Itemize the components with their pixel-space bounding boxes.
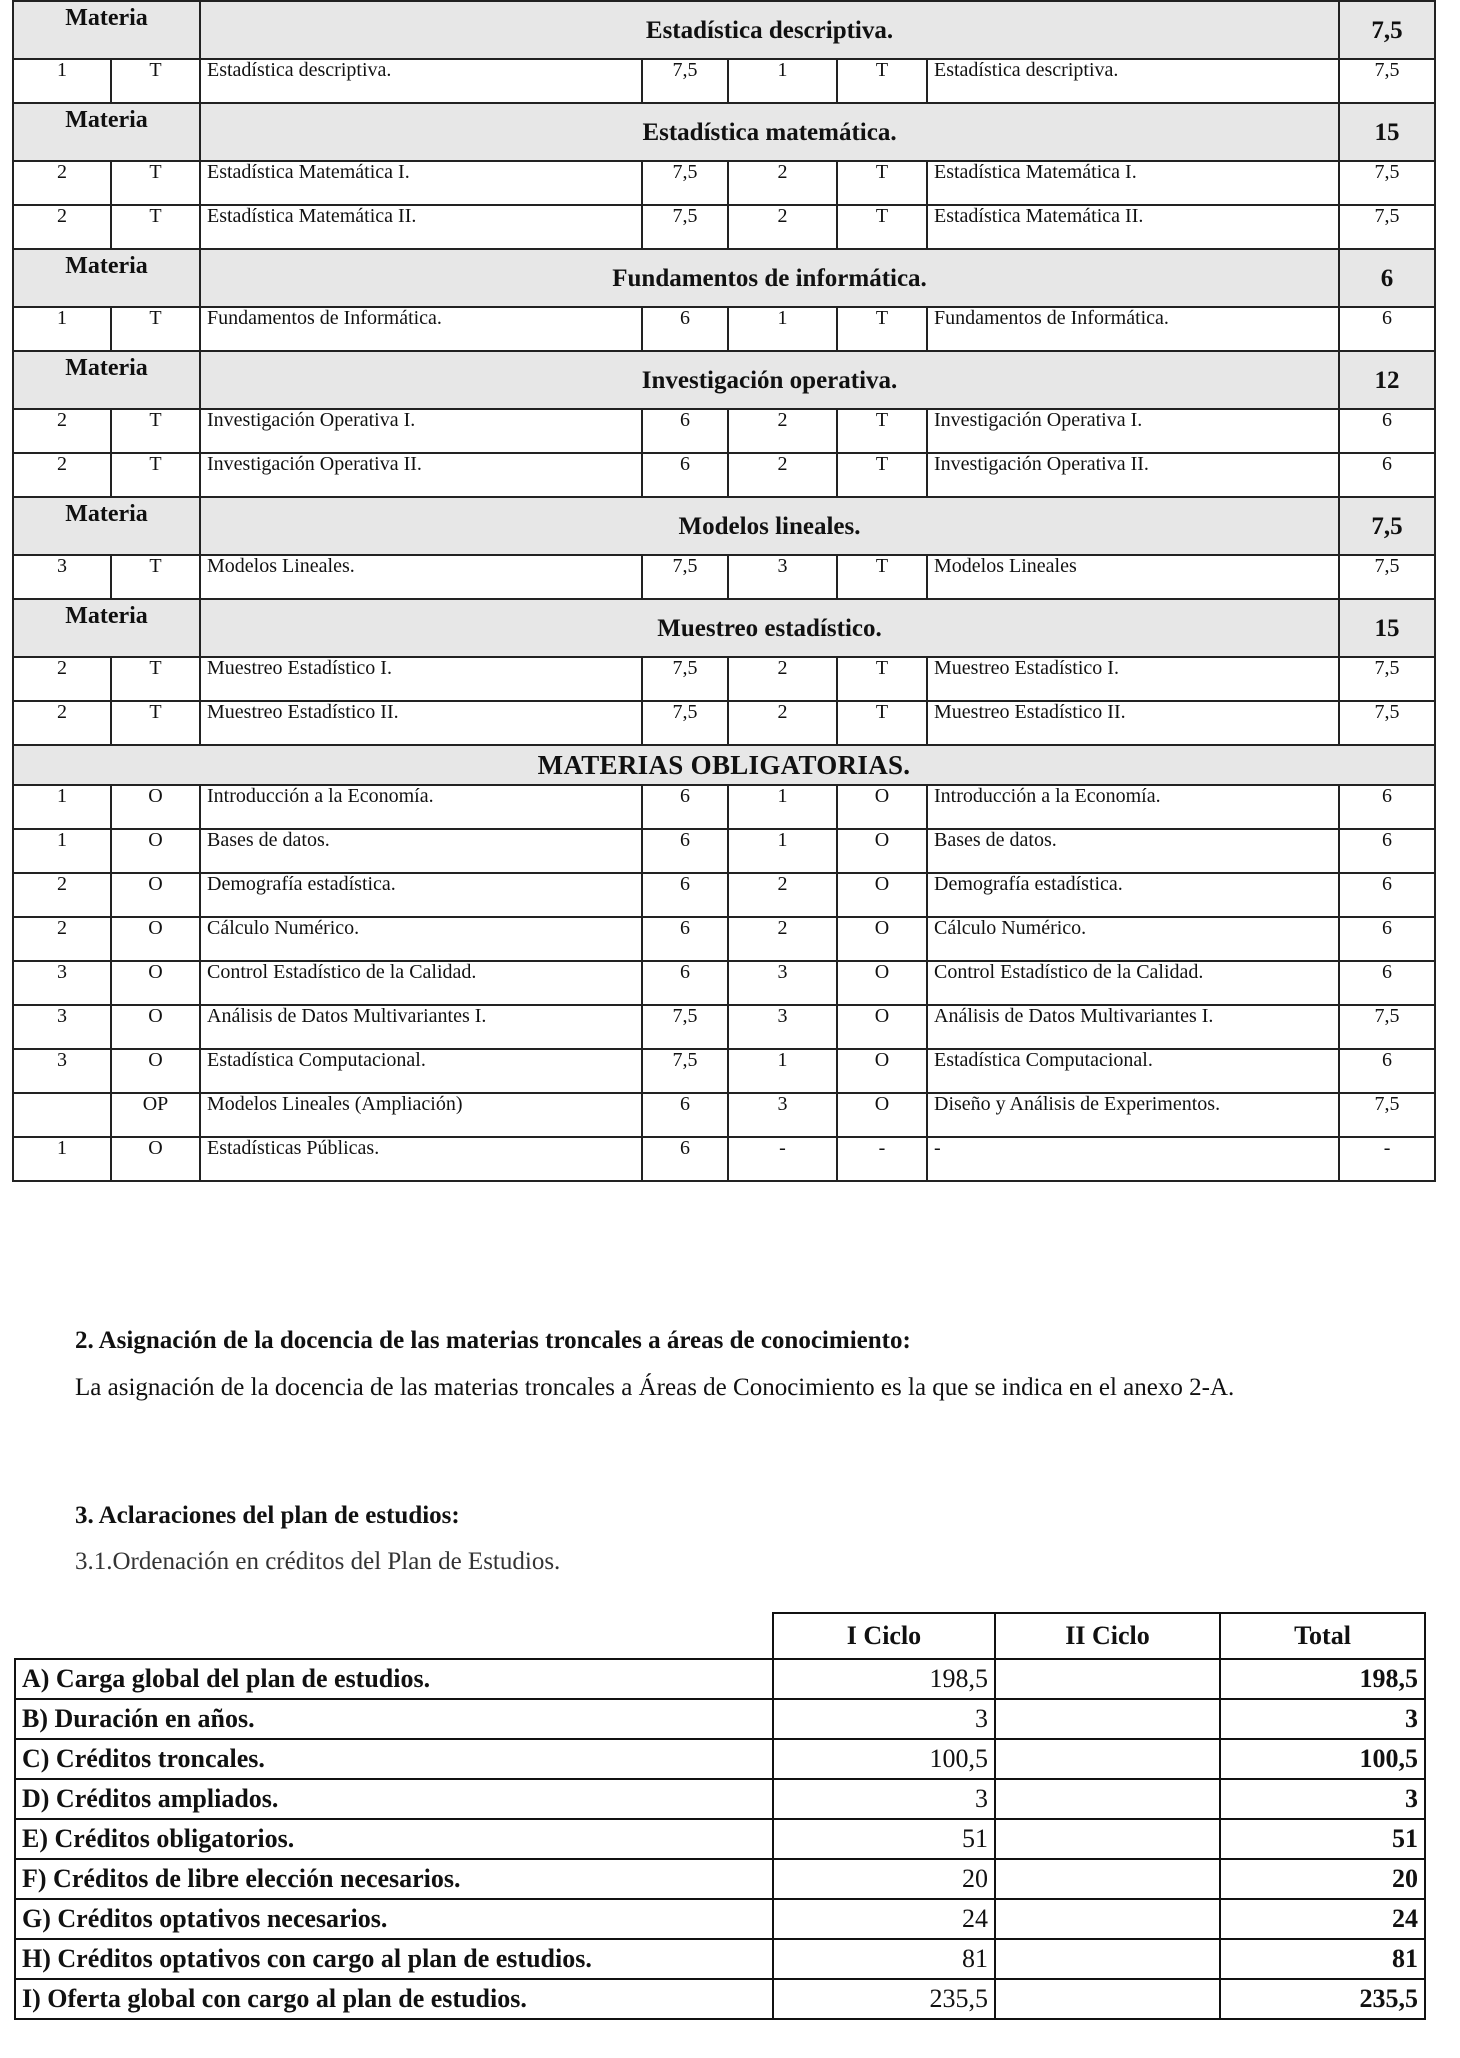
- course-year-2: 1: [728, 1049, 837, 1093]
- subject-name: Modelos Lineales (Ampliación): [200, 1093, 642, 1137]
- subject-credits: 7,5: [642, 657, 728, 701]
- subject-row: [13, 917, 1435, 961]
- credits-i-ciclo: 3: [773, 1779, 995, 1819]
- credits-i-ciclo: 81: [773, 1939, 995, 1979]
- subject-type-2: T: [837, 59, 927, 103]
- course-year: 2: [13, 873, 111, 917]
- subject-name-2: Estadística Matemática II.: [927, 205, 1339, 249]
- course-year: 1: [13, 1137, 111, 1181]
- subject-row: [13, 409, 1435, 453]
- subject-name: Estadística Matemática II.: [200, 205, 642, 249]
- course-year-2: 1: [728, 307, 837, 351]
- course-year-2: 1: [728, 59, 837, 103]
- section-3-heading: 3. Aclaraciones del plan de estudios:: [75, 1502, 460, 1529]
- credits-total: 3: [1220, 1699, 1425, 1739]
- credits-ii-ciclo: [995, 1739, 1220, 1779]
- subject-credits-2: 7,5: [1339, 161, 1435, 205]
- subject-type: T: [111, 657, 200, 701]
- section-2-text: La asignación de la docencia de las materias troncales a Áreas de Conocimiento es la que se indica en el anexo 2-A.: [75, 1374, 1235, 1401]
- course-year-2: 2: [728, 409, 837, 453]
- course-year: 3: [13, 1049, 111, 1093]
- credits-row: [15, 1979, 1425, 2019]
- subject-name-2: Investigación Operativa II.: [927, 453, 1339, 497]
- subject-credits-2: 7,5: [1339, 1093, 1435, 1137]
- subject-credits: 7,5: [642, 1005, 728, 1049]
- subject-type-2: O: [837, 873, 927, 917]
- course-year: 2: [13, 657, 111, 701]
- materia-credits: 6: [1339, 249, 1435, 307]
- subject-type: T: [111, 453, 200, 497]
- subject-type-2: T: [837, 453, 927, 497]
- subject-type-2: O: [837, 1093, 927, 1137]
- subject-name-2: Control Estadístico de la Calidad.: [927, 961, 1339, 1005]
- subject-credits-2: 6: [1339, 917, 1435, 961]
- subject-type: O: [111, 873, 200, 917]
- credits-label: B) Duración en años.: [15, 1699, 773, 1739]
- subject-name: Introducción a la Economía.: [200, 785, 642, 829]
- subject-name: Investigación Operativa I.: [200, 409, 642, 453]
- obligatorias-title: MATERIAS OBLIGATORIAS.: [13, 745, 1435, 785]
- subject-type: O: [111, 1137, 200, 1181]
- subject-name: Muestreo Estadístico II.: [200, 701, 642, 745]
- subject-name-2: Bases de datos.: [927, 829, 1339, 873]
- course-year: 2: [13, 161, 111, 205]
- course-year-2: 3: [728, 1005, 837, 1049]
- course-year: 1: [13, 829, 111, 873]
- subject-type: O: [111, 1049, 200, 1093]
- subject-name: Estadística descriptiva.: [200, 59, 642, 103]
- subject-type-2: O: [837, 917, 927, 961]
- subject-name: Estadística Matemática I.: [200, 161, 642, 205]
- subject-credits: 6: [642, 1093, 728, 1137]
- subject-type-2: T: [837, 205, 927, 249]
- subject-credits-2: 6: [1339, 961, 1435, 1005]
- materia-label: Materia: [13, 497, 200, 555]
- subject-credits: 6: [642, 453, 728, 497]
- subject-name: Control Estadístico de la Calidad.: [200, 961, 642, 1005]
- subject-credits: 6: [642, 785, 728, 829]
- subject-row: [13, 1005, 1435, 1049]
- course-year-2: 2: [728, 917, 837, 961]
- credits-header-ii-ciclo: II Ciclo: [995, 1613, 1220, 1659]
- course-year-2: 2: [728, 161, 837, 205]
- materia-label: Materia: [13, 103, 200, 161]
- subject-name-2: Diseño y Análisis de Experimentos.: [927, 1093, 1339, 1137]
- credits-i-ciclo: 24: [773, 1899, 995, 1939]
- credits-total: 24: [1220, 1899, 1425, 1939]
- subject-row: [13, 555, 1435, 599]
- credits-i-ciclo: 198,5: [773, 1659, 995, 1699]
- credits-row: [15, 1939, 1425, 1979]
- subject-name-2: Modelos Lineales: [927, 555, 1339, 599]
- subject-type: T: [111, 409, 200, 453]
- course-year-2: 1: [728, 785, 837, 829]
- course-year: 3: [13, 555, 111, 599]
- subject-type: O: [111, 961, 200, 1005]
- materia-header-row: [13, 351, 1435, 409]
- subject-name-2: Análisis de Datos Multivariantes I.: [927, 1005, 1339, 1049]
- credits-i-ciclo: 235,5: [773, 1979, 995, 2019]
- credits-row: [15, 1819, 1425, 1859]
- credits-header-total: Total: [1220, 1613, 1425, 1659]
- materia-header-row: [13, 103, 1435, 161]
- subject-type: T: [111, 701, 200, 745]
- credits-label: C) Créditos troncales.: [15, 1739, 773, 1779]
- subject-row: [13, 1093, 1435, 1137]
- subject-credits: 6: [642, 961, 728, 1005]
- subject-row: [13, 873, 1435, 917]
- credits-total: 3: [1220, 1779, 1425, 1819]
- subject-type-2: -: [837, 1137, 927, 1181]
- subject-type: O: [111, 1005, 200, 1049]
- subject-credits-2: 7,5: [1339, 701, 1435, 745]
- subject-credits-2: 6: [1339, 307, 1435, 351]
- credits-i-ciclo: 51: [773, 1819, 995, 1859]
- subject-name-2: Demografía estadística.: [927, 873, 1339, 917]
- subject-credits: 6: [642, 307, 728, 351]
- subject-credits-2: 6: [1339, 873, 1435, 917]
- materia-title: Estadística descriptiva.: [200, 1, 1339, 59]
- credits-ii-ciclo: [995, 1819, 1220, 1859]
- credits-ii-ciclo: [995, 1779, 1220, 1819]
- credits-i-ciclo: 20: [773, 1859, 995, 1899]
- subject-credits-2: 7,5: [1339, 657, 1435, 701]
- course-year: 1: [13, 59, 111, 103]
- course-year-2: 3: [728, 1093, 837, 1137]
- subject-name: Estadísticas Públicas.: [200, 1137, 642, 1181]
- subject-type-2: T: [837, 307, 927, 351]
- subject-type: T: [111, 59, 200, 103]
- subject-row: [13, 701, 1435, 745]
- course-year-2: 2: [728, 701, 837, 745]
- course-year-2: 3: [728, 555, 837, 599]
- subject-name-2: Fundamentos de Informática.: [927, 307, 1339, 351]
- subject-credits-2: 6: [1339, 785, 1435, 829]
- materia-label: Materia: [13, 249, 200, 307]
- credits-i-ciclo: 3: [773, 1699, 995, 1739]
- materia-header-row: [13, 249, 1435, 307]
- subject-name-2: -: [927, 1137, 1339, 1181]
- subject-name: Fundamentos de Informática.: [200, 307, 642, 351]
- credits-row: [15, 1899, 1425, 1939]
- credits-header-row: [15, 1613, 1425, 1659]
- subject-row: [13, 829, 1435, 873]
- subject-name-2: Estadística Matemática I.: [927, 161, 1339, 205]
- materia-credits: 15: [1339, 599, 1435, 657]
- subject-credits: 6: [642, 829, 728, 873]
- credits-header-blank: [15, 1613, 773, 1659]
- credits-ii-ciclo: [995, 1859, 1220, 1899]
- subject-name: Cálculo Numérico.: [200, 917, 642, 961]
- course-year-2: 2: [728, 453, 837, 497]
- subject-credits: 7,5: [642, 1049, 728, 1093]
- subject-credits-2: 6: [1339, 1049, 1435, 1093]
- materia-credits: 15: [1339, 103, 1435, 161]
- credits-label: G) Créditos optativos necesarios.: [15, 1899, 773, 1939]
- subject-credits-2: 7,5: [1339, 59, 1435, 103]
- subject-credits: 7,5: [642, 205, 728, 249]
- subject-row: [13, 785, 1435, 829]
- subject-credits: 7,5: [642, 161, 728, 205]
- credits-ii-ciclo: [995, 1979, 1220, 2019]
- course-year: 2: [13, 917, 111, 961]
- credits-ii-ciclo: [995, 1899, 1220, 1939]
- course-year: 3: [13, 1005, 111, 1049]
- course-year-2: 2: [728, 205, 837, 249]
- credits-row: [15, 1699, 1425, 1739]
- credits-row: [15, 1659, 1425, 1699]
- subject-type: O: [111, 829, 200, 873]
- materia-label: Materia: [13, 599, 200, 657]
- materia-title: Fundamentos de informática.: [200, 249, 1339, 307]
- subject-type-2: T: [837, 701, 927, 745]
- subject-credits-2: 7,5: [1339, 555, 1435, 599]
- subject-name: Modelos Lineales.: [200, 555, 642, 599]
- subject-credits: 7,5: [642, 701, 728, 745]
- credits-total: 198,5: [1220, 1659, 1425, 1699]
- course-year: 1: [13, 785, 111, 829]
- credits-label: E) Créditos obligatorios.: [15, 1819, 773, 1859]
- subject-credits-2: 6: [1339, 453, 1435, 497]
- subject-type-2: O: [837, 1049, 927, 1093]
- subject-credits-2: -: [1339, 1137, 1435, 1181]
- subject-type-2: T: [837, 409, 927, 453]
- subject-type: O: [111, 785, 200, 829]
- subject-type: T: [111, 161, 200, 205]
- materia-title: Investigación operativa.: [200, 351, 1339, 409]
- credits-row: [15, 1859, 1425, 1899]
- subject-credits-2: 7,5: [1339, 1005, 1435, 1049]
- materia-credits: 12: [1339, 351, 1435, 409]
- course-year: [13, 1093, 111, 1137]
- credits-label: A) Carga global del plan de estudios.: [15, 1659, 773, 1699]
- materia-credits: 7,5: [1339, 1, 1435, 59]
- credits-total: 100,5: [1220, 1739, 1425, 1779]
- materia-title: Estadística matemática.: [200, 103, 1339, 161]
- subject-row: [13, 657, 1435, 701]
- subject-credits-2: 6: [1339, 409, 1435, 453]
- subject-name: Análisis de Datos Multivariantes I.: [200, 1005, 642, 1049]
- subject-name: Demografía estadística.: [200, 873, 642, 917]
- subject-row: [13, 961, 1435, 1005]
- subject-name: Bases de datos.: [200, 829, 642, 873]
- subject-credits: 7,5: [642, 59, 728, 103]
- subject-name-2: Introducción a la Economía.: [927, 785, 1339, 829]
- course-year-2: 3: [728, 961, 837, 1005]
- subject-credits: 6: [642, 409, 728, 453]
- credits-label: D) Créditos ampliados.: [15, 1779, 773, 1819]
- credits-ii-ciclo: [995, 1939, 1220, 1979]
- subject-type: T: [111, 205, 200, 249]
- subject-type-2: O: [837, 785, 927, 829]
- subject-name: Investigación Operativa II.: [200, 453, 642, 497]
- materia-credits: 7,5: [1339, 497, 1435, 555]
- credits-label: H) Créditos optativos con cargo al plan de estudios.: [15, 1939, 773, 1979]
- subject-row: [13, 453, 1435, 497]
- subject-credits: 6: [642, 917, 728, 961]
- subject-row: [13, 1137, 1435, 1181]
- course-year-2: 2: [728, 873, 837, 917]
- subject-row: [13, 1049, 1435, 1093]
- subject-name-2: Investigación Operativa I.: [927, 409, 1339, 453]
- subject-type-2: O: [837, 961, 927, 1005]
- materia-title: Modelos lineales.: [200, 497, 1339, 555]
- materia-label: Materia: [13, 1, 200, 59]
- credits-total: 81: [1220, 1939, 1425, 1979]
- subject-name-2: Estadística descriptiva.: [927, 59, 1339, 103]
- subject-type: OP: [111, 1093, 200, 1137]
- obligatorias-header-row: [13, 745, 1435, 785]
- subject-name-2: Muestreo Estadístico I.: [927, 657, 1339, 701]
- course-year: 2: [13, 205, 111, 249]
- materia-header-row: [13, 599, 1435, 657]
- materia-header-row: [13, 1, 1435, 59]
- subject-type: T: [111, 307, 200, 351]
- subject-type: O: [111, 917, 200, 961]
- subject-name-2: Muestreo Estadístico II.: [927, 701, 1339, 745]
- subject-credits: 6: [642, 873, 728, 917]
- subject-credits: 6: [642, 1137, 728, 1181]
- subject-row: [13, 205, 1435, 249]
- credits-row: [15, 1739, 1425, 1779]
- credits-total: 51: [1220, 1819, 1425, 1859]
- course-year-2: 1: [728, 829, 837, 873]
- subject-credits-2: 6: [1339, 829, 1435, 873]
- subjects-table: [12, 0, 1436, 1182]
- credits-header-i-ciclo: I Ciclo: [773, 1613, 995, 1659]
- course-year: 3: [13, 961, 111, 1005]
- credits-label: F) Créditos de libre elección necesarios.: [15, 1859, 773, 1899]
- course-year: 2: [13, 453, 111, 497]
- subject-type: T: [111, 555, 200, 599]
- course-year-2: 2: [728, 657, 837, 701]
- credits-table: [14, 1612, 1426, 2020]
- subject-name-2: Estadística Computacional.: [927, 1049, 1339, 1093]
- subject-type-2: O: [837, 829, 927, 873]
- credits-i-ciclo: 100,5: [773, 1739, 995, 1779]
- course-year: 2: [13, 701, 111, 745]
- materia-title: Muestreo estadístico.: [200, 599, 1339, 657]
- credits-total: 20: [1220, 1859, 1425, 1899]
- subject-type-2: T: [837, 555, 927, 599]
- credits-label: I) Oferta global con cargo al plan de estudios.: [15, 1979, 773, 2019]
- section-3-subheading: 3.1.Ordenación en créditos del Plan de Estudios.: [75, 1548, 561, 1575]
- subject-name: Estadística Computacional.: [200, 1049, 642, 1093]
- subject-row: [13, 307, 1435, 351]
- subject-credits-2: 7,5: [1339, 205, 1435, 249]
- credits-row: [15, 1779, 1425, 1819]
- credits-ii-ciclo: [995, 1699, 1220, 1739]
- materia-header-row: [13, 497, 1435, 555]
- subject-type-2: O: [837, 1005, 927, 1049]
- credits-total: 235,5: [1220, 1979, 1425, 2019]
- subject-name: Muestreo Estadístico I.: [200, 657, 642, 701]
- subject-row: [13, 59, 1435, 103]
- subject-credits: 7,5: [642, 555, 728, 599]
- course-year-2: -: [728, 1137, 837, 1181]
- course-year: 2: [13, 409, 111, 453]
- materia-label: Materia: [13, 351, 200, 409]
- subject-type-2: T: [837, 657, 927, 701]
- section-2-heading: 2. Asignación de la docencia de las materias troncales a áreas de conocimiento:: [75, 1327, 911, 1354]
- credits-ii-ciclo: [995, 1659, 1220, 1699]
- subject-type-2: T: [837, 161, 927, 205]
- subject-name-2: Cálculo Numérico.: [927, 917, 1339, 961]
- subject-row: [13, 161, 1435, 205]
- course-year: 1: [13, 307, 111, 351]
